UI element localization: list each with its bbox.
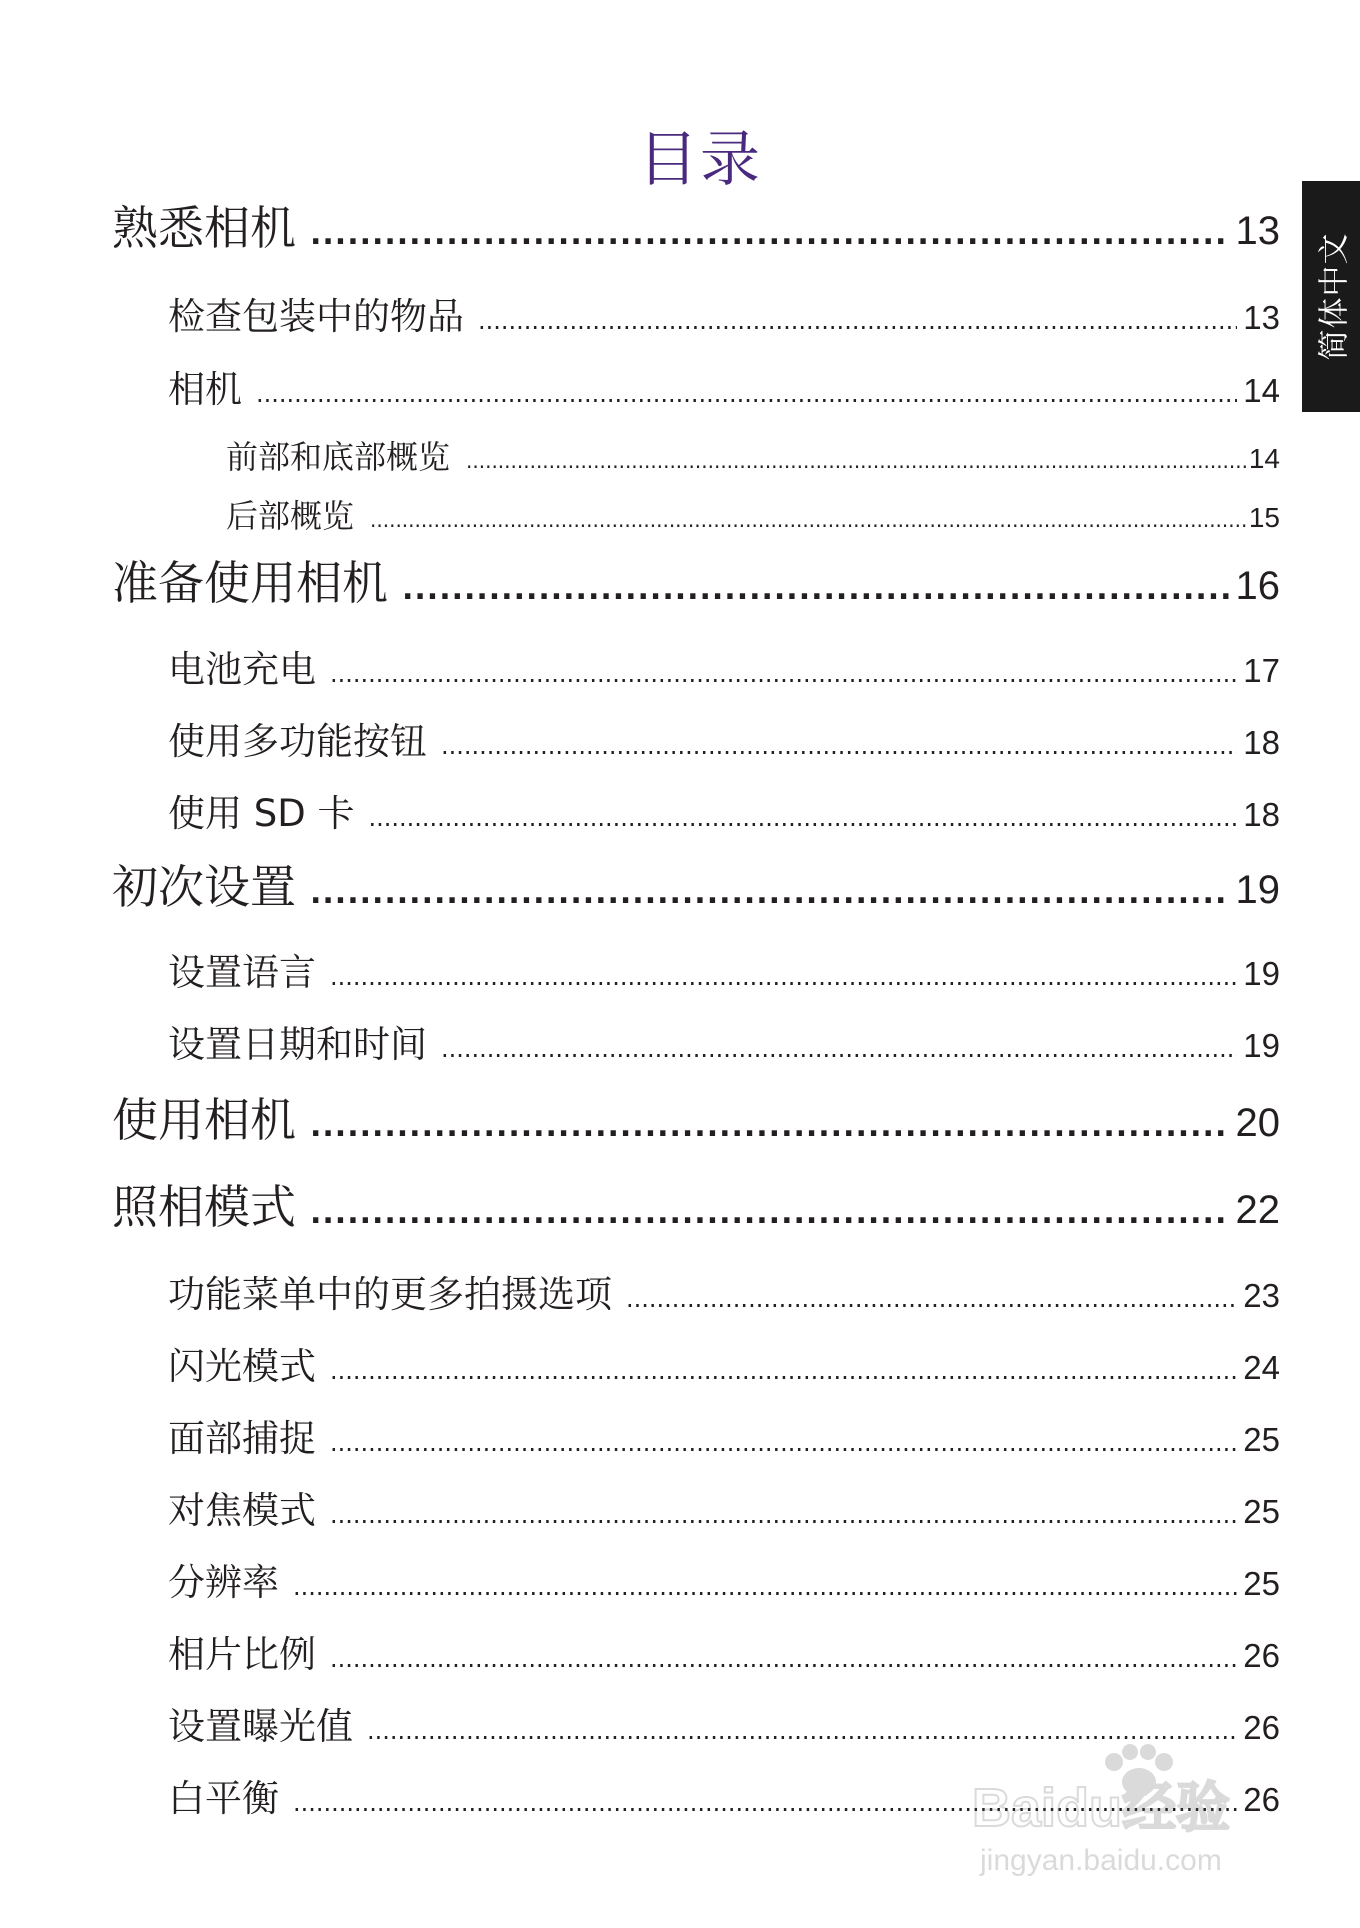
toc-entry-label: 分辨率 [168, 1561, 279, 1604]
dot-leader [330, 1429, 1237, 1457]
toc-entry-page: 19 [1243, 1027, 1280, 1064]
toc-entry-label: 设置语言 [168, 951, 316, 994]
toc-entry[interactable] [168, 1552, 1280, 1604]
dot-leader [330, 1645, 1237, 1673]
toc-entry-label: 初次设置 [112, 860, 296, 914]
toc-entry[interactable] [112, 1084, 1280, 1147]
dot-leader [310, 1109, 1230, 1144]
toc-entry[interactable] [112, 1171, 1280, 1234]
language-tab-label: 简体中文 [1316, 232, 1353, 361]
toc-entry-page: 23 [1243, 1277, 1280, 1314]
dot-leader [256, 380, 1237, 408]
dot-leader [369, 804, 1238, 832]
toc-entry-label: 白平衡 [168, 1777, 279, 1820]
toc-entry-label: 电池充电 [168, 648, 316, 691]
dot-leader [330, 963, 1237, 991]
toc-entry-page: 14 [1243, 372, 1280, 409]
dot-leader [370, 508, 1247, 532]
toc-entry-label: 设置曝光值 [168, 1705, 353, 1748]
toc-entry-label: 面部捕捉 [168, 1417, 316, 1460]
toc-entry-page: 17 [1243, 652, 1280, 689]
toc-entry[interactable] [168, 359, 1280, 411]
dot-leader [441, 1035, 1237, 1063]
toc-entry-page: 14 [1248, 443, 1280, 474]
toc-entry-page: 25 [1243, 1421, 1280, 1458]
dot-leader [310, 876, 1230, 911]
dot-leader [293, 1573, 1237, 1601]
toc-entry-label: 使用相机 [112, 1093, 296, 1147]
toc-entry[interactable] [168, 1408, 1280, 1460]
dot-leader [330, 1357, 1237, 1385]
dot-leader [626, 1285, 1237, 1313]
toc-entry-page: 24 [1243, 1349, 1280, 1386]
toc-entry[interactable] [168, 1624, 1280, 1676]
toc-entry[interactable] [168, 711, 1280, 763]
toc-entry-page: 13 [1243, 299, 1280, 336]
toc-entry-page: 19 [1243, 955, 1280, 992]
toc-entry-page: 26 [1243, 1637, 1280, 1674]
toc-entry-label: 使用 SD 卡 [168, 792, 355, 835]
toc-entry-label: 功能菜单中的更多拍摄选项 [168, 1273, 612, 1316]
page-title: 目录 [638, 125, 762, 195]
toc-entry[interactable] [168, 1264, 1280, 1316]
toc-entry-label: 对焦模式 [168, 1489, 316, 1532]
dot-leader [330, 1501, 1237, 1529]
toc-entry-page: 20 [1235, 1101, 1280, 1145]
toc-entry[interactable] [168, 286, 1280, 338]
dot-leader [441, 732, 1237, 760]
toc-entry-page: 25 [1243, 1493, 1280, 1530]
dot-leader [466, 449, 1247, 473]
toc-entry-page: 22 [1235, 1188, 1280, 1232]
toc-entry[interactable] [226, 491, 1280, 535]
toc-entry-label: 设置日期和时间 [168, 1023, 427, 1066]
toc-entry[interactable] [168, 639, 1280, 691]
toc-entry-label: 照相模式 [112, 1180, 296, 1234]
toc-entry-page: 13 [1235, 209, 1280, 253]
toc-entry-label: 使用多功能按钮 [168, 720, 427, 763]
dot-leader [478, 307, 1237, 335]
baidu-jingyan-watermark [964, 1730, 1284, 1890]
toc-entry-page: 18 [1243, 796, 1280, 833]
toc-entry[interactable] [168, 1336, 1280, 1388]
toc-entry-label: 检查包装中的物品 [168, 295, 464, 338]
toc-entry[interactable] [168, 783, 1280, 835]
toc-entry[interactable] [168, 1480, 1280, 1532]
toc-entry[interactable] [112, 192, 1280, 255]
toc-entry[interactable] [168, 1014, 1280, 1066]
dot-leader [330, 660, 1237, 688]
toc-entry-label: 相片比例 [168, 1633, 316, 1676]
toc-entry-label: 闪光模式 [168, 1345, 316, 1388]
toc-entry-label: 熟悉相机 [112, 201, 296, 255]
toc-entry-label: 准备使用相机 [112, 556, 388, 610]
toc-entry-page: 19 [1235, 868, 1280, 912]
toc-entry-page: 26 [1243, 1781, 1280, 1818]
toc-entry[interactable] [112, 851, 1280, 914]
toc-entry-label: 相机 [168, 368, 242, 411]
toc-entry-label: 后部概览 [226, 497, 355, 535]
toc-entry-page: 25 [1243, 1565, 1280, 1602]
toc-entry-page: 15 [1248, 502, 1280, 533]
dot-leader [402, 572, 1230, 607]
toc-entry[interactable] [168, 942, 1280, 994]
watermark-url: jingyan.baidu.com [980, 1844, 1222, 1877]
language-tab [1302, 181, 1360, 412]
toc-entry[interactable] [226, 432, 1280, 476]
toc-entry-page: 16 [1235, 564, 1280, 608]
watermark-brand: Baidu经验 [972, 1778, 1231, 1838]
dot-leader [310, 217, 1230, 252]
dot-leader [310, 1196, 1230, 1231]
toc-entry[interactable] [112, 547, 1280, 610]
toc-entry-label: 前部和底部概览 [226, 438, 451, 476]
toc-entry-page: 26 [1243, 1709, 1280, 1746]
toc-entry-page: 18 [1243, 724, 1280, 761]
